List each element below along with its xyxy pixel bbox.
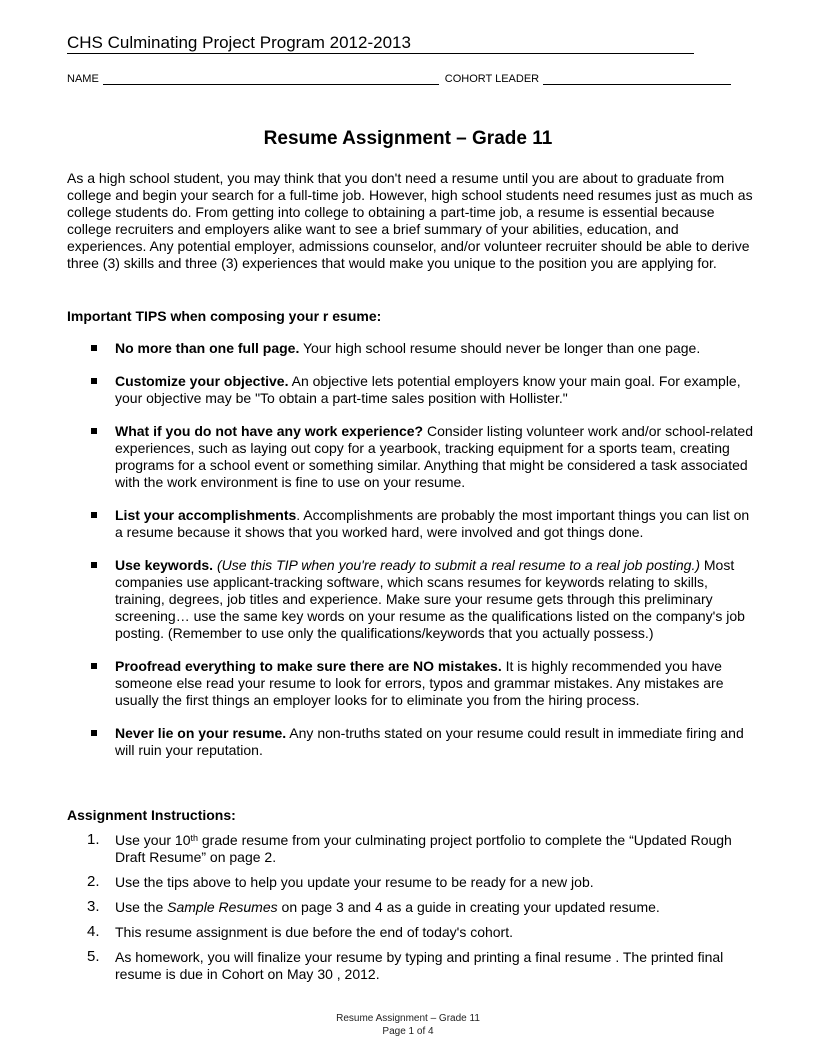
tip-lead: Customize your objective. (115, 373, 289, 389)
square-bullet-icon (91, 730, 97, 736)
step-text: This resume assignment is due before the end of today's cohort. (115, 924, 514, 940)
instruction-step (67, 874, 753, 891)
instruction-step (67, 899, 753, 916)
step-italic: Sample Resumes (167, 899, 278, 915)
tip-item (67, 423, 753, 491)
square-bullet-icon (91, 663, 97, 669)
step-text-post: grade resume from your culminating project portfolio to complete the “Updated Rough Draft Resume” on page 2. (115, 832, 732, 865)
intro-paragraph: As a high school student, you may think that you don't need a resume until you are about to graduate from college and begin your search for a full-time job. However, high school students need resumes just as much as college students do. From getting into college to obtaining a part-time job, a resume is essential because college recruiters and employers alike want to see a brief summary of your abilities, education, and experiences. Any potential employer, admissions counselor, and/or volunteer recruiter should be able to derive three (3) skills and three (3) experiences that would make you unique to the position you are applying for. (67, 170, 753, 271)
instructions-list (67, 832, 753, 991)
square-bullet-icon (91, 512, 97, 518)
page-number: Page 1 of 4 (382, 1026, 434, 1037)
tips-heading: Important TIPS when composing your r esume: (67, 308, 382, 324)
step-number: 5. (87, 948, 100, 965)
tip-body: It is highly recommended you have someone else read your resume to look for errors, typos and grammar mistakes. Any mistakes are usually the first things an employer looks for to eliminate you from the hiring process. (115, 658, 724, 708)
tip-item (67, 340, 753, 357)
cohort-leader-label: COHORT LEADER (444, 73, 540, 85)
step-number: 1. (87, 831, 100, 848)
tip-body: Consider listing volunteer work and/or school-related experiences, such as laying out copy for a yearbook, tracking equipment for a sports team, creating programs for a school event or something similar. Anything that might be considered a task associated with the work environment is fine to use on your resume. (115, 423, 754, 490)
tips-list (67, 340, 753, 775)
tip-lead: Use keywords. (115, 557, 214, 573)
tip-body: . Accomplishments are probably the most important things you can list on a resume because it shows that you worked hard, were involved and got things done. (115, 507, 750, 540)
tip-item (67, 557, 753, 642)
tip-item (67, 725, 753, 759)
tip-item (67, 373, 753, 407)
square-bullet-icon (91, 428, 97, 434)
step-text-pre: Use your 10 (115, 832, 191, 848)
program-title: CHS Culminating Project Program 2012-2013 (67, 33, 694, 54)
instruction-step (67, 949, 753, 983)
step-text-post: on page 3 and 4 as a guide in creating your updated resume. (277, 899, 660, 915)
tip-lead: No more than one full page. (115, 340, 300, 356)
tip-lead: Never lie on your resume. (115, 725, 287, 741)
step-number: 2. (87, 873, 100, 890)
step-number: 3. (87, 898, 100, 915)
square-bullet-icon (91, 378, 97, 384)
tip-item (67, 658, 753, 709)
tip-body: Most companies use applicant-tracking software, which scans resumes for keywords relating to skills, training, degrees, job titles and experience. Make sure your resume gets through this preliminary screening… use the same key words on your resume as the qualifications listed on the company's job posting. (Remember to use only the qualifications/keywords that you actually possess.) (115, 557, 745, 641)
instruction-step (67, 924, 753, 941)
page-title: Resume Assignment – Grade 11 (263, 128, 553, 149)
step-text: Use the tips above to help you update your resume to be ready for a new job. (115, 874, 594, 890)
tip-lead: List your accomplishments (115, 507, 297, 523)
instruction-step (67, 832, 753, 866)
cohort-leader-blank-line (543, 73, 731, 85)
tip-item (67, 507, 753, 541)
name-blank-line (103, 73, 439, 85)
tip-lead: What if you do not have any work experience? (115, 423, 424, 439)
step-text: As homework, you will finalize your resume by typing and printing a final resume . The printed final resume is due in Cohort on May 30 , 2012. (115, 949, 724, 982)
tip-lead: Proofread everything to make sure there are NO mistakes. (115, 658, 502, 674)
square-bullet-icon (91, 345, 97, 351)
name-label: NAME (67, 73, 99, 85)
footer-title: Resume Assignment – Grade 11 (336, 1013, 480, 1024)
tip-body: Any non-truths stated on your resume could result in immediate firing and will ruin your reputation. (115, 725, 744, 758)
page-footer (0, 1012, 816, 1038)
tip-note: (Use this TIP when you're ready to submit a real resume to a real job posting.) (213, 557, 700, 573)
square-bullet-icon (91, 562, 97, 568)
tip-body: An objective lets potential employers know your main goal. For example, your objective may be "To obtain a part-time sales position with Hollister." (115, 373, 741, 406)
step-superscript: th (190, 833, 198, 843)
instructions-heading: Assignment Instructions: (67, 807, 236, 823)
step-text-pre: Use the (115, 899, 168, 915)
name-cohort-row (67, 72, 731, 86)
step-number: 4. (87, 923, 100, 940)
tip-body: Your high school resume should never be longer than one page. (299, 340, 701, 356)
